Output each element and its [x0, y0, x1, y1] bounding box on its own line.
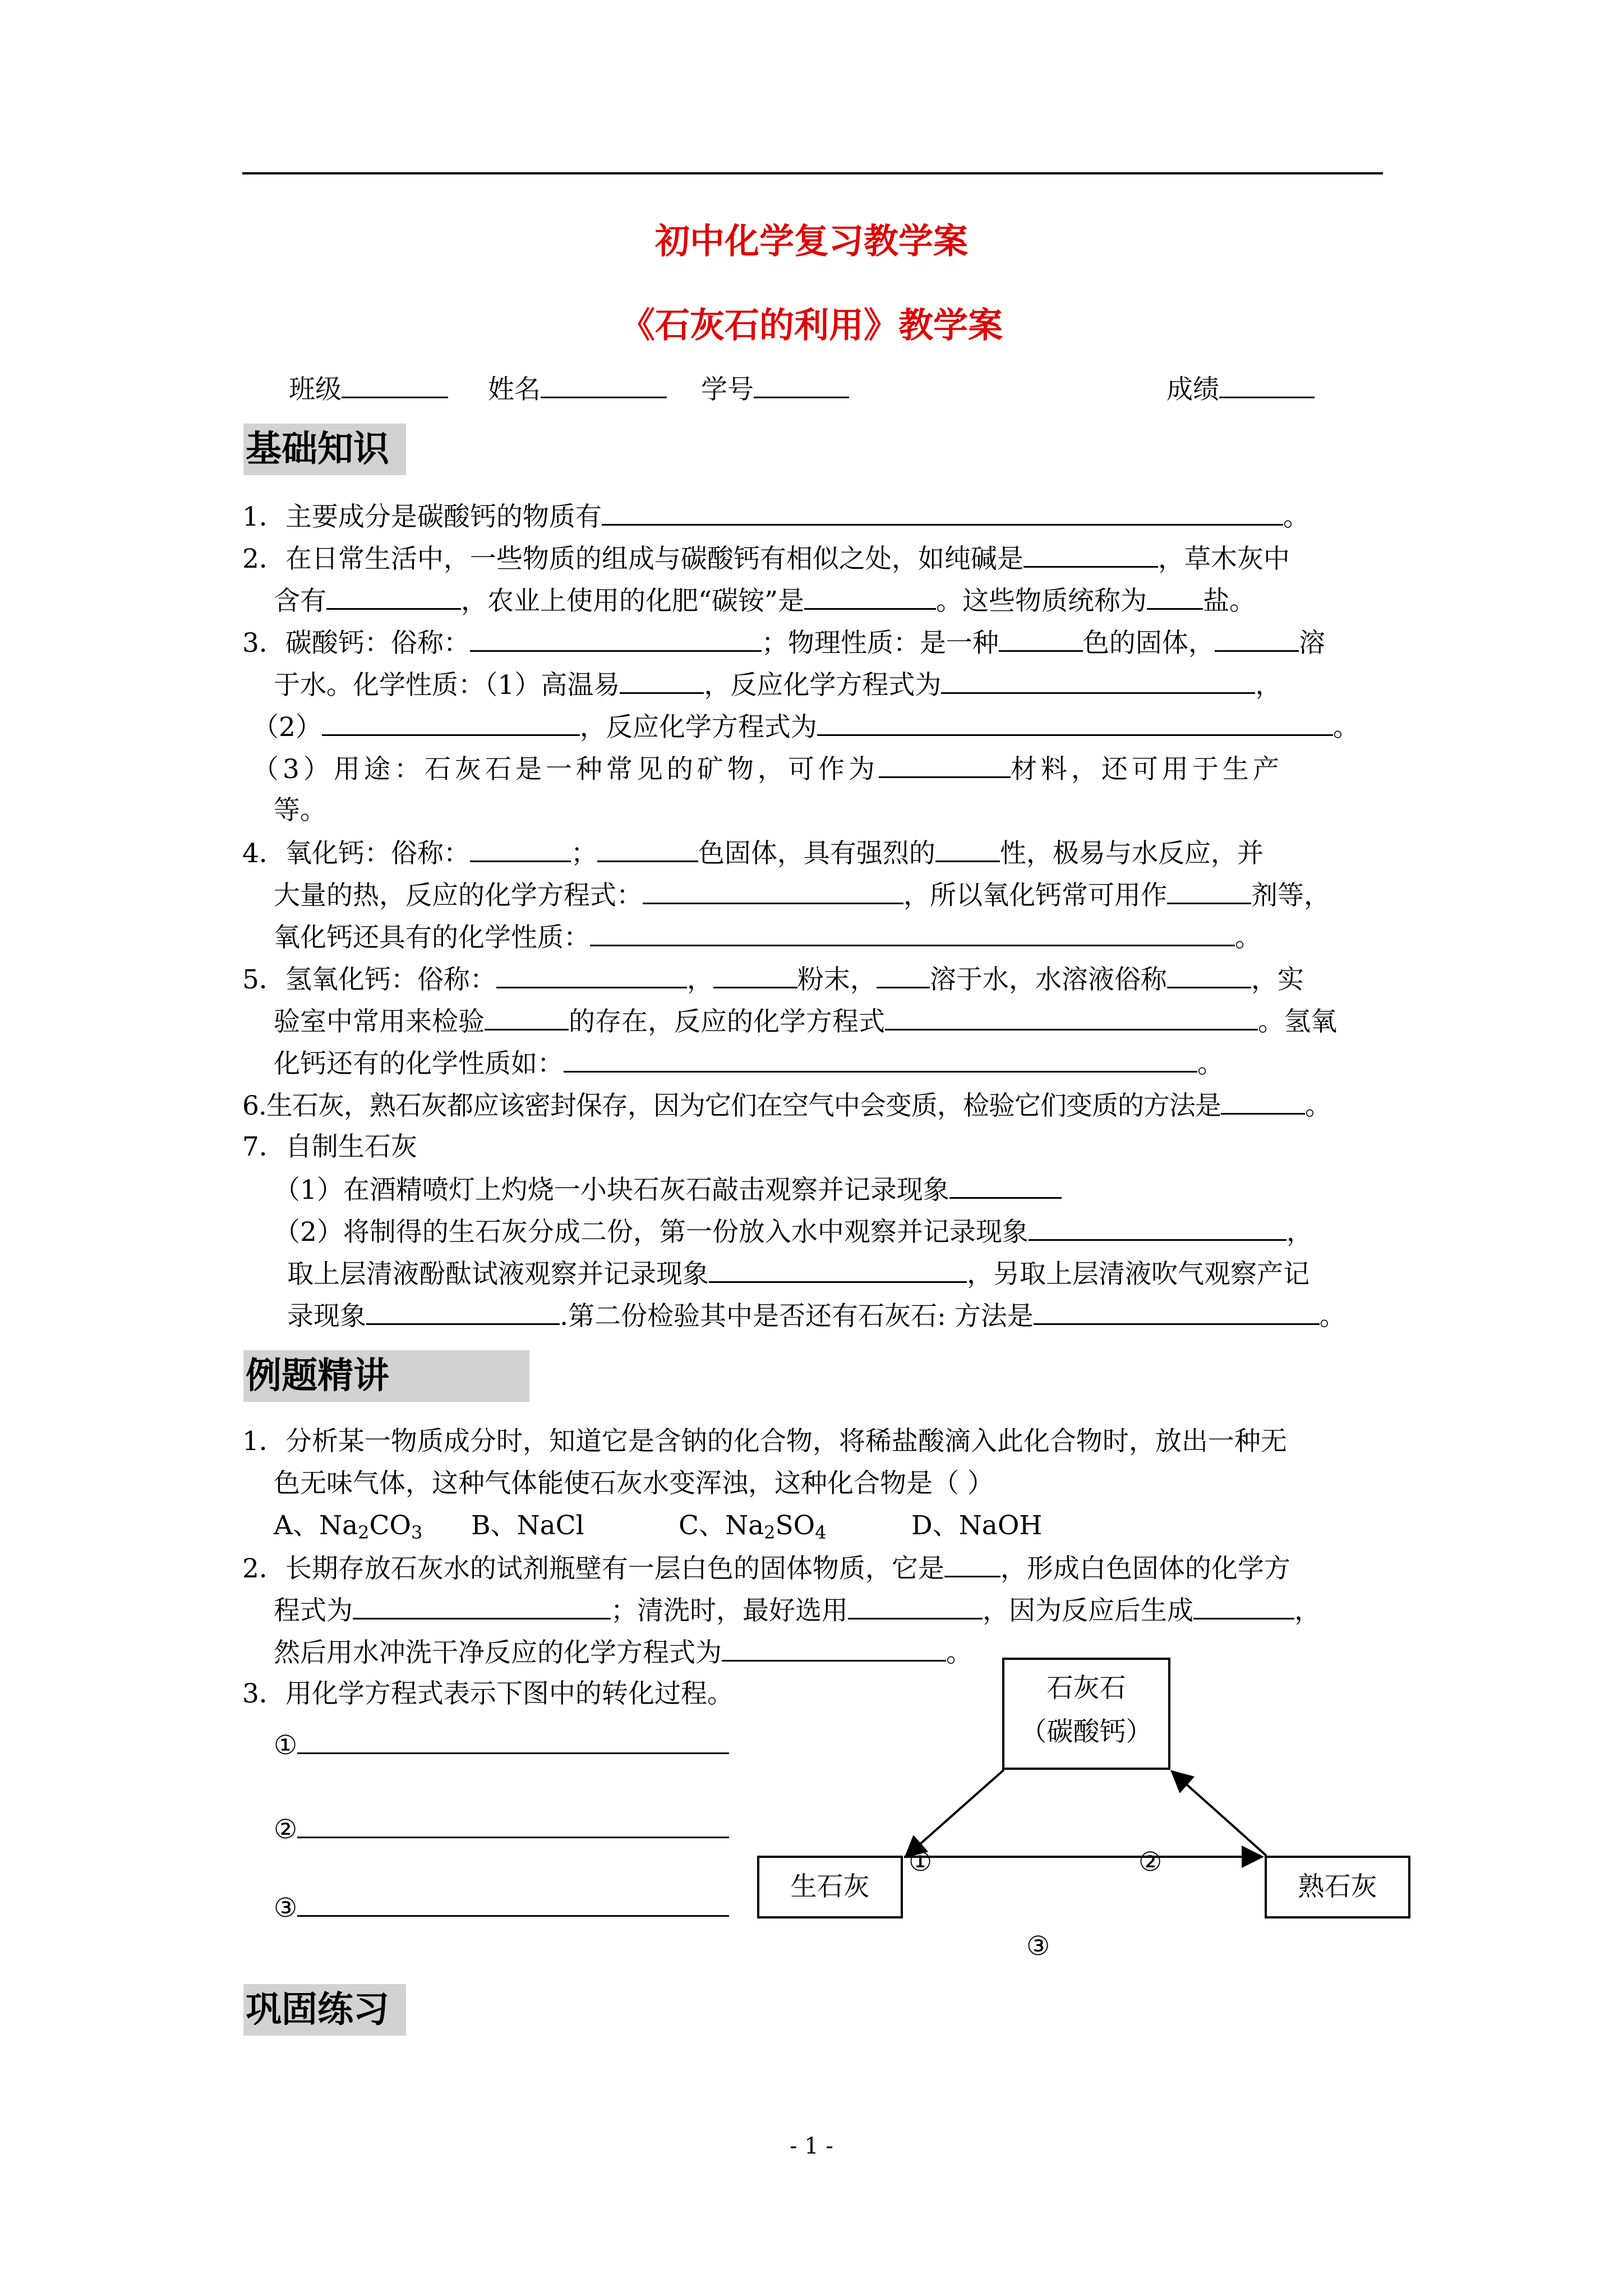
basic-q1: 1．主要成分是碳酸钙的物质有 。	[242, 499, 1310, 534]
basic-q5-line3: 化钙还有的化学性质如： 。	[274, 1046, 1224, 1081]
class-label: 班级	[289, 374, 342, 405]
basic-q2-line2: 含有 ，农业上使用的化肥“碳铵”是 。这些物质统称为 盐。	[274, 583, 1256, 618]
basic-q3-line5: 等。	[274, 795, 326, 826]
limestone-sublabel: （碳酸钙）	[1020, 1717, 1152, 1747]
page-number: - 1 -	[790, 2133, 833, 2159]
basic-q3-line4: （3）用途：石灰石是一种常见的矿物，可作为 材料，还可用于生产	[252, 752, 1283, 786]
arrow-slakedlime-to-limestone	[1172, 1772, 1266, 1856]
page-subtitle: 《石灰石的利用》教学案	[620, 305, 1003, 346]
basic-q3-line2: 于水。化学性质：（1）高温易 ，反应化学方程式为 ，	[274, 668, 1281, 702]
example-3: 3．用化学方程式表示下图中的转化过程。	[242, 1678, 734, 1709]
page-title: 初中化学复习教学案	[654, 220, 968, 261]
answer-line-1: ①	[274, 1728, 729, 1763]
basic-q5-line2: 验室中常用来检验 的存在，反应的化学方程式 。氢氧	[274, 1004, 1337, 1039]
section-practice: 巩固练习	[243, 1984, 406, 2036]
name-label: 姓名	[488, 374, 541, 405]
example-2-line2: 程式为 ；清洗时，最好选用 ，因为反应后生成 ，	[274, 1593, 1321, 1628]
section-basic: 基础知识	[243, 424, 406, 475]
example-1-option-a: A、$Na_2CO_3$	[274, 1510, 423, 1543]
example-1-option-b: B、NaCl	[471, 1510, 584, 1541]
example-1-line2: 色无味气体，这种气体能使石灰水变浑浊，这种化合物是（ ）	[274, 1468, 994, 1499]
diagram-step-2: ②	[1138, 1847, 1163, 1878]
example-1-option-d: D、NaOH	[911, 1510, 1043, 1541]
quicklime-box: 生石灰	[757, 1856, 903, 1918]
diagram-step-1: ①	[909, 1847, 933, 1878]
basic-q7-2: （2）将制得的生石灰分成二份，第一份放入水中观察并记录现象 ，	[274, 1214, 1313, 1249]
score-label: 成绩	[1166, 374, 1219, 405]
basic-q7-4: 录现象 .第二份检验其中是否还有石灰石: 方法是 。	[287, 1299, 1346, 1333]
basic-q3-line3: （2） ，反应化学方程式为 。	[252, 710, 1359, 744]
diagram-step-3: ③	[1026, 1931, 1050, 1962]
example-1-line1: 1．分析某一物质成分时，知道它是含钠的化合物，将稀盐酸滴入此化合物时，放出一种无	[242, 1426, 1287, 1457]
basic-q5-line1: 5．氢氧化钙：俗称： ， 粉末， 溶于水，水溶液俗称 ，实	[242, 962, 1304, 997]
answer-line-3: ③	[274, 1890, 729, 1925]
section-examples: 例题精讲	[243, 1350, 529, 1402]
basic-q7-3: 取上层清液酚酞试液观察并记录现象 ，另取上层清液吹气观察产记	[287, 1257, 1310, 1291]
basic-q4-line1: 4．氧化钙：俗称： ； 色固体，具有强烈的 性，极易与水反应，并	[242, 836, 1264, 871]
answer-line-2: ②	[274, 1812, 729, 1847]
example-2-line1: 2．长期存放石灰水的试剂瓶壁有一层白色的固体物质，它是 ，形成白色固体的化学方	[242, 1551, 1290, 1586]
basic-q4-line3: 氧化钙还具有的化学性质： 。	[274, 920, 1261, 955]
arrow-limestone-to-quicklime	[906, 1770, 1004, 1857]
example-1-option-c: C、$Na_2SO_4$	[679, 1510, 827, 1543]
number-label: 学号	[701, 374, 754, 405]
basic-q3-line1: 3．碳酸钙：俗称： ；物理性质：是一种 色的固体， 溶	[242, 625, 1325, 660]
limestone-label: 石灰石	[1046, 1673, 1126, 1704]
basic-q7: 7．自制生石灰	[242, 1131, 417, 1162]
example-2-line3: 然后用水冲洗干净反应的化学方程式为 。	[274, 1635, 972, 1670]
basic-q4-line2: 大量的热，反应的化学方程式： ，所以氧化钙常可用作 剂等，	[274, 878, 1330, 913]
basic-q6: 6.生石灰，熟石灰都应该密封保存，因为它们在空气中会变质，检验它们变质的方法是 。	[242, 1088, 1331, 1123]
basic-q7-1: （1）在酒精喷灯上灼烧一小块石灰石敲击观察并记录现象	[274, 1172, 1062, 1207]
basic-q2-line1: 2．在日常生活中，一些物质的组成与碳酸钙有相似之处，如纯碱是 ，草木灰中	[242, 541, 1290, 576]
slakedlime-box: 熟石灰	[1265, 1856, 1410, 1918]
